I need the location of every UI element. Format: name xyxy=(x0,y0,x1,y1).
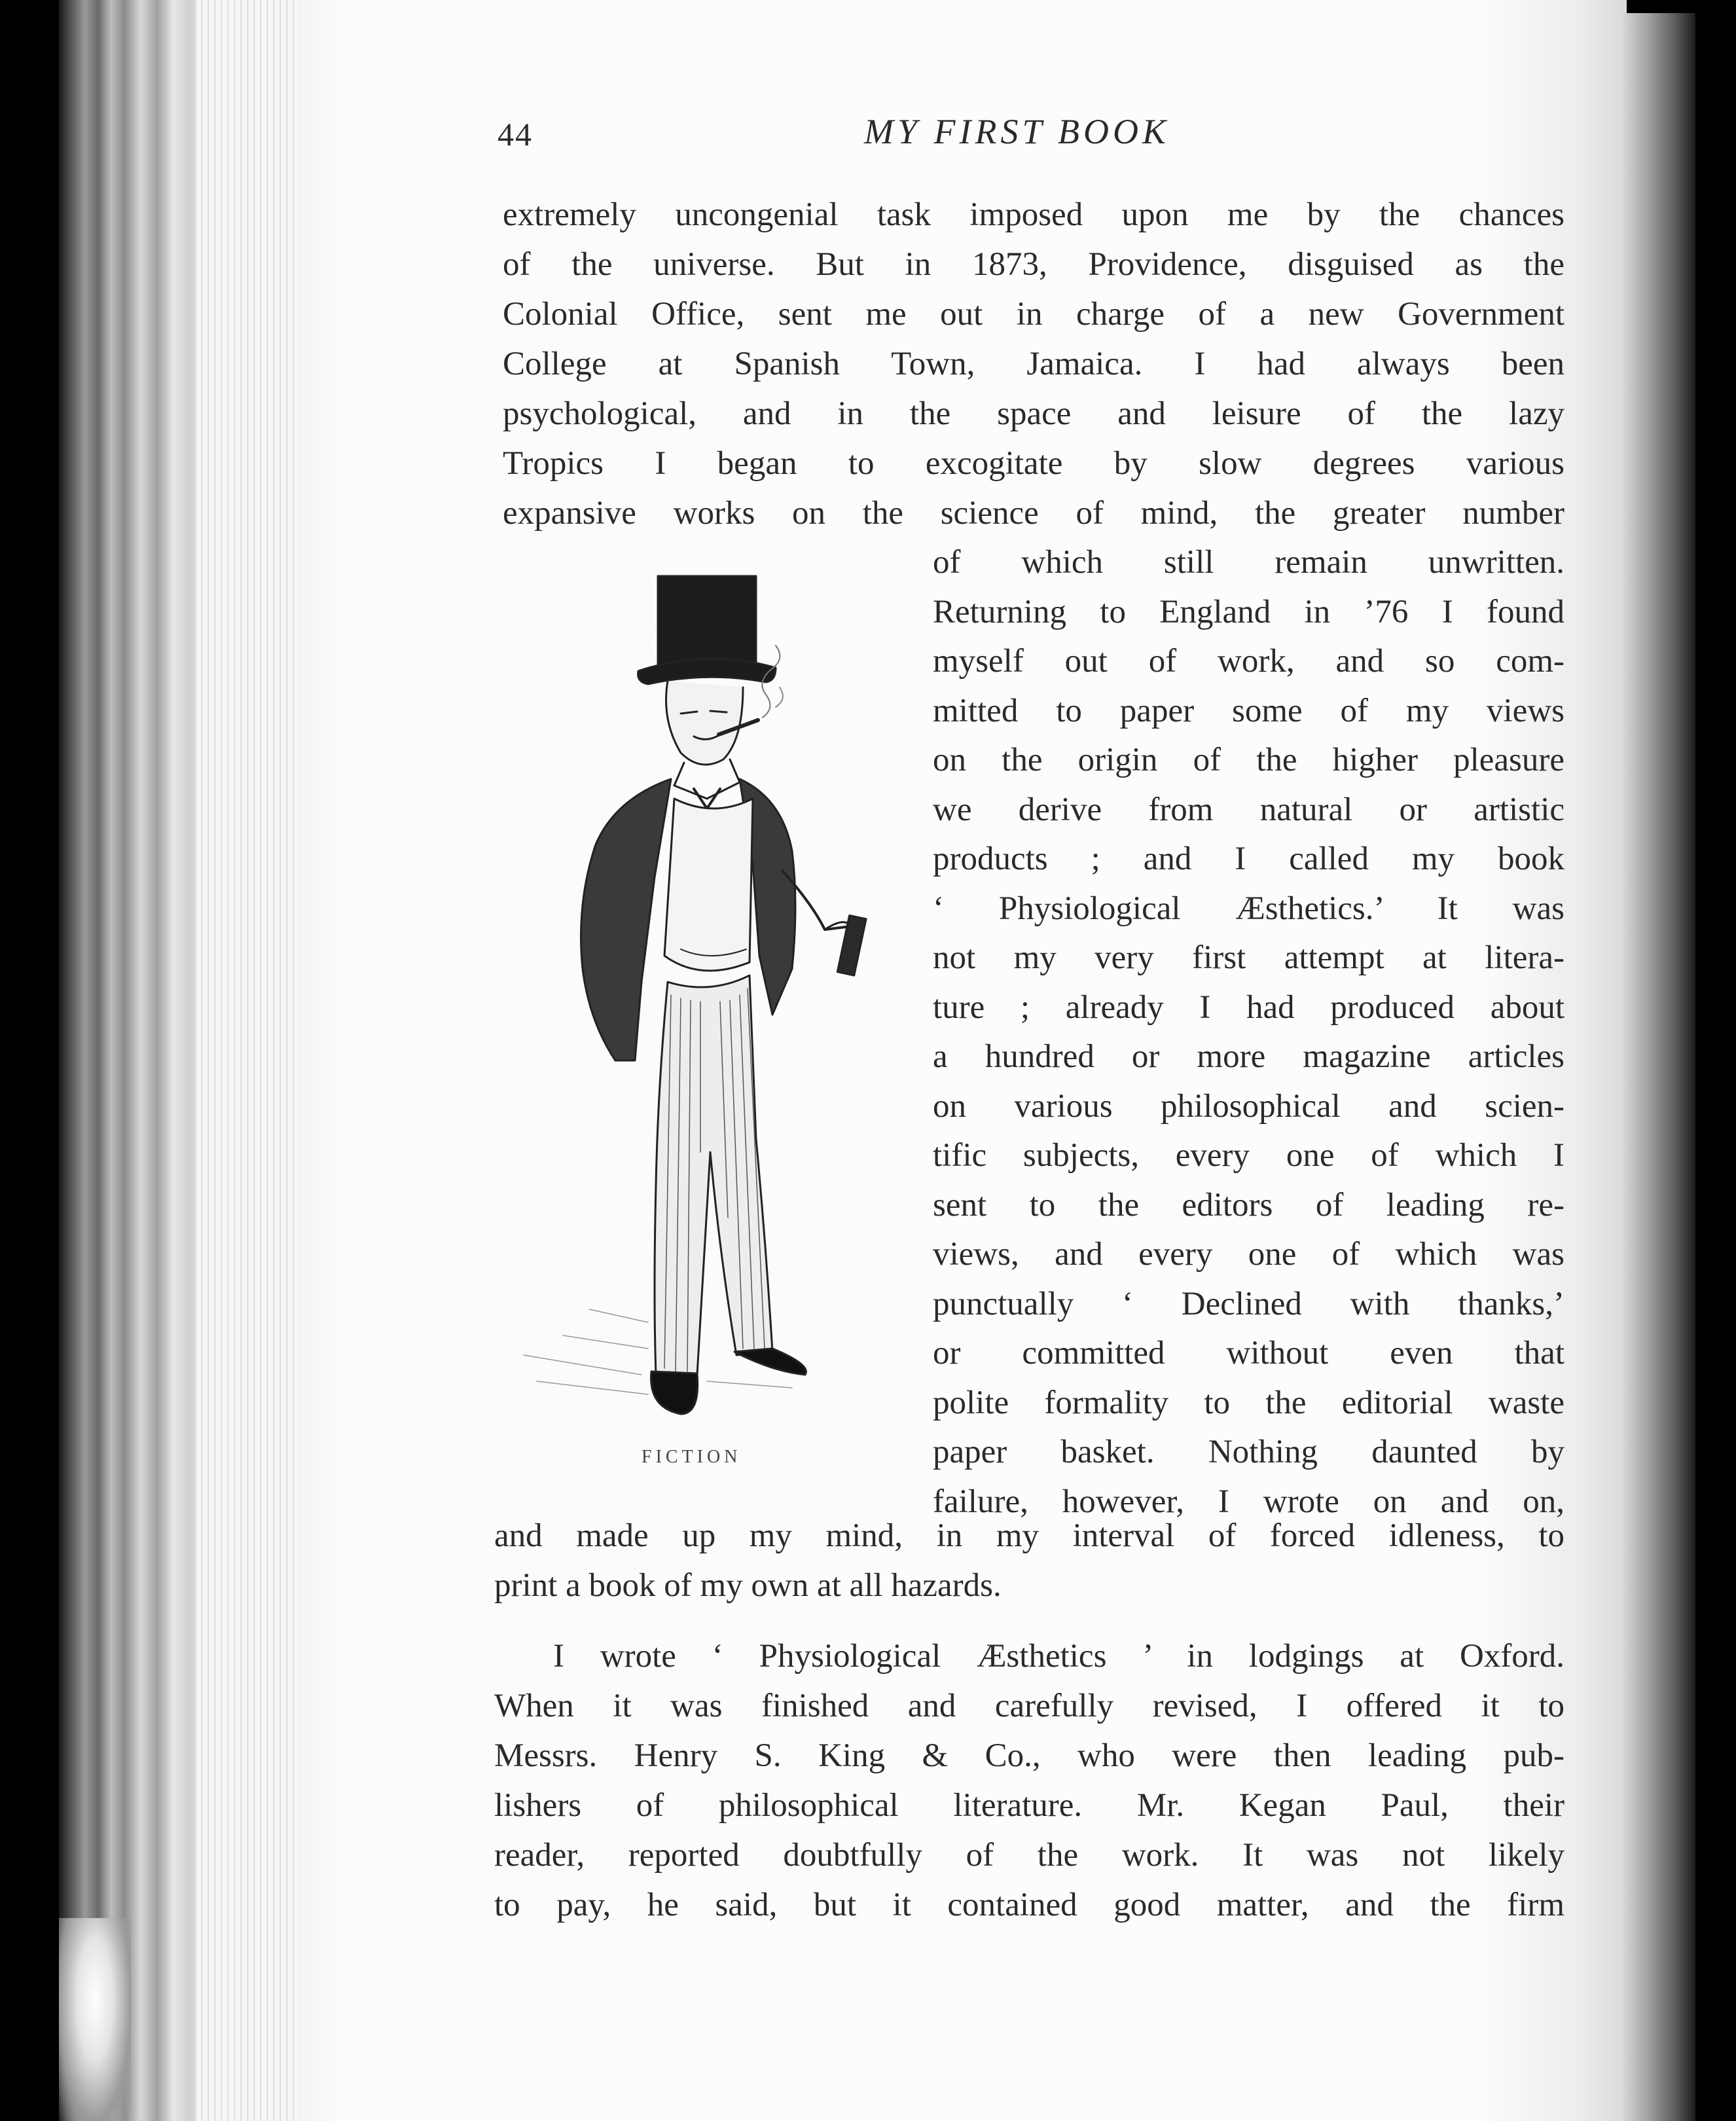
running-title: MY FIRST BOOK xyxy=(864,112,1170,151)
text-line: of which still remain unwritten. xyxy=(933,544,1564,581)
text-line: on the origin of the higher pleasure xyxy=(933,742,1564,778)
text-line: polite formality to the editorial waste xyxy=(933,1384,1564,1421)
text-line: punctually ‘ Declined with thanks,’ xyxy=(933,1285,1564,1322)
book-left-edge xyxy=(59,0,203,2121)
text-line: Colonial Office, sent me out in charge of a new Government xyxy=(503,296,1564,333)
text-line: lishers of philosophical literature. Mr. Kegan Paul, their xyxy=(494,1787,1564,1824)
text-line: and made up my mind, in my interval of forced idleness, to xyxy=(494,1517,1564,1554)
text-line: ture ; already I had produced about xyxy=(933,988,1564,1026)
text-line: on various philosophical and scien- xyxy=(933,1087,1564,1125)
text-line: sent to the editors of leading re- xyxy=(933,1186,1564,1224)
running-head xyxy=(497,111,1571,170)
text-line: I wrote ‘ Physiological Æsthetics ’ in lodgings at Oxford. xyxy=(553,1638,1564,1675)
illustration-drawing xyxy=(484,563,903,1440)
text-line: Messrs. Henry S. King & Co., who were then leading pub- xyxy=(494,1737,1564,1774)
body-text-beside-illustration xyxy=(933,538,1564,1533)
text-line: reader, reported doubtfully of the work. It was not likely xyxy=(494,1837,1564,1874)
torn-paper-corner xyxy=(59,1918,131,2121)
text-line: print a book of my own at all hazards. xyxy=(494,1567,1002,1604)
text-line: ‘ Physiological Æsthetics.’ It was xyxy=(933,890,1564,927)
text-line: views, and every one of which was xyxy=(933,1236,1564,1273)
text-line: not my very first attempt at litera- xyxy=(933,939,1564,976)
text-line: we derive from natural or artistic xyxy=(933,791,1564,828)
text-line: of the universe. But in 1873, Providence, disguised as the xyxy=(503,246,1564,283)
book-binding-right xyxy=(1623,13,1695,2121)
text-line: a hundred or more magazine articles xyxy=(933,1038,1564,1075)
text-line: expansive works on the science of mind, the greater number xyxy=(503,495,1564,532)
text-line: Returning to England in ’76 I found xyxy=(933,593,1564,630)
text-line: tific subjects, every one of which I xyxy=(933,1137,1564,1174)
man-in-top-hat-illustration xyxy=(484,563,903,1440)
text-line: mitted to paper some of my views xyxy=(933,692,1564,729)
text-line: myself out of work, and so com- xyxy=(933,643,1564,680)
text-line: psychological, and in the space and leisure of the lazy xyxy=(503,395,1564,432)
text-line: Tropics I began to excogitate by slow degrees various xyxy=(503,445,1564,482)
text-line: or committed without even that xyxy=(933,1335,1564,1371)
text-line: failure, however, I wrote on and on, xyxy=(933,1483,1564,1520)
body-text-bottom xyxy=(494,1511,1564,1936)
text-line: extremely uncongenial task imposed upon me by the chances xyxy=(503,196,1564,233)
page-stack xyxy=(196,0,301,2121)
text-line: College at Spanish Town, Jamaica. I had always been xyxy=(503,346,1564,382)
text-line: products ; and I called my book xyxy=(933,841,1564,877)
illustration-caption: FICTION xyxy=(642,1447,742,1467)
text-line: paper basket. Nothing daunted by xyxy=(933,1434,1564,1470)
text-line: to pay, he said, but it contained good matter, and the firm xyxy=(494,1887,1564,1923)
page-number: 44 xyxy=(497,116,533,153)
body-text-top xyxy=(503,190,1564,538)
text-line: When it was finished and carefully revised, I offered it to xyxy=(494,1688,1564,1724)
